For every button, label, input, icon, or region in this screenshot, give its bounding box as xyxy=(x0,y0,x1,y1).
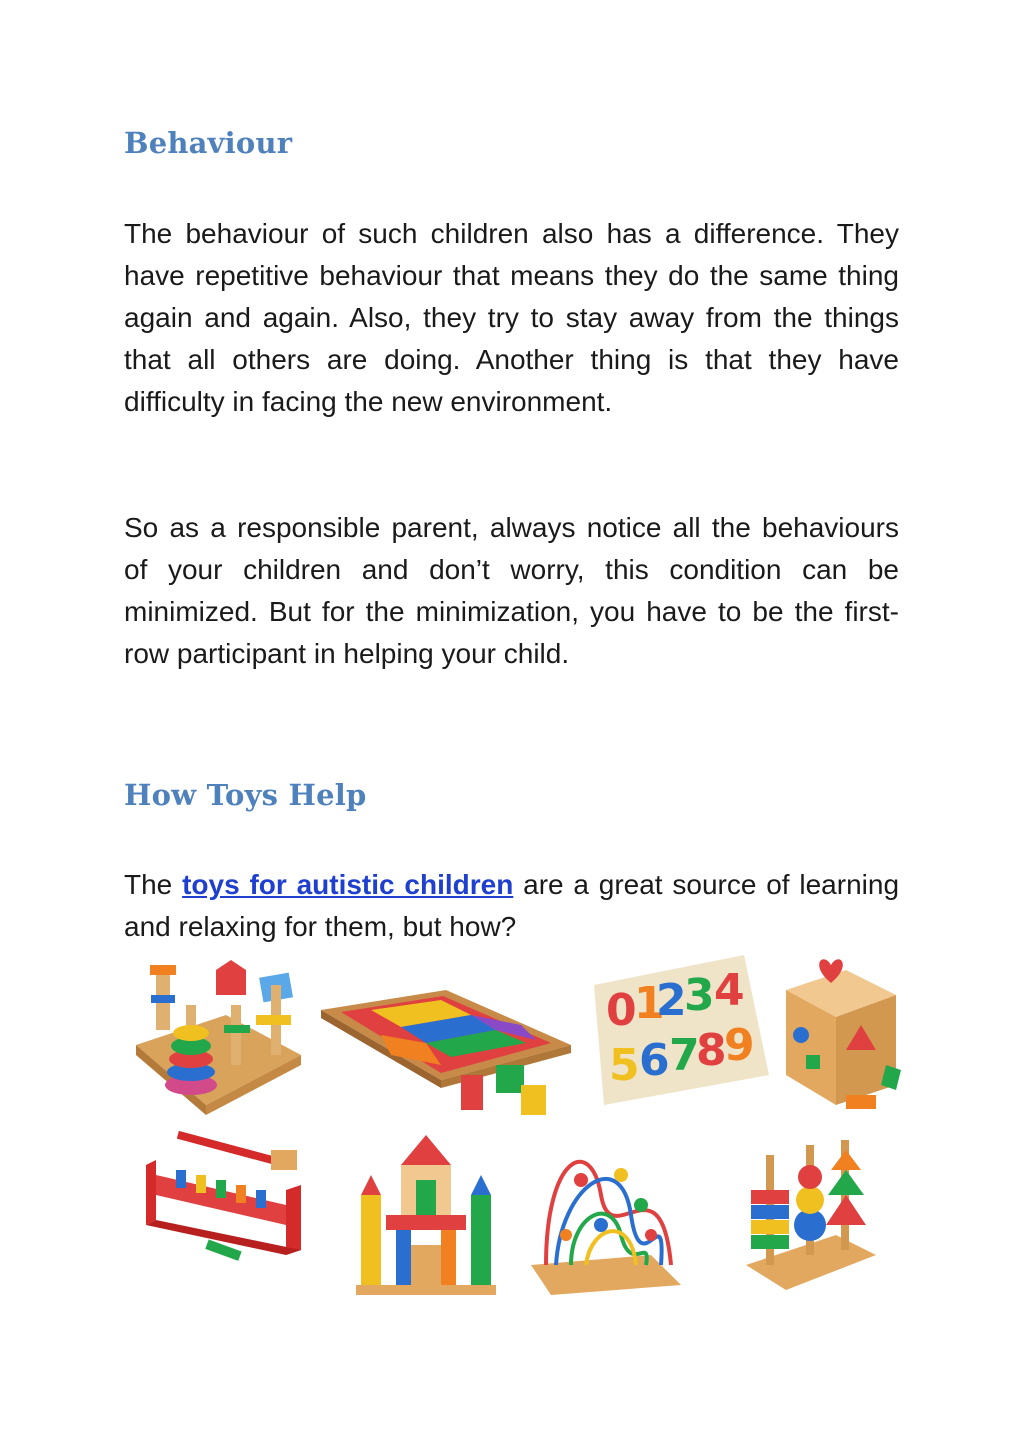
section-heading-how-toys-help: How Toys Help xyxy=(124,778,367,812)
svg-text:4: 4 xyxy=(714,965,745,1016)
block-castle-toy xyxy=(356,1135,496,1295)
svg-text:8: 8 xyxy=(696,1025,727,1076)
svg-text:9: 9 xyxy=(724,1020,755,1071)
number-puzzle-toy xyxy=(594,955,769,1105)
shape-stacker-toy xyxy=(746,1140,876,1290)
paragraph-toys-intro xyxy=(124,864,899,948)
svg-text:1: 1 xyxy=(634,978,665,1029)
peg-stacker-toy xyxy=(136,960,301,1115)
toys-collage-image xyxy=(136,955,902,1300)
svg-text:2: 2 xyxy=(656,975,687,1026)
svg-text:5: 5 xyxy=(609,1040,640,1091)
svg-text:0: 0 xyxy=(606,985,637,1036)
svg-text:6: 6 xyxy=(639,1035,670,1086)
pound-a-peg-toy xyxy=(146,1131,301,1261)
intro-text-before: The xyxy=(124,869,183,900)
toys-link[interactable]: toys for autistic children xyxy=(182,869,514,900)
svg-text:7: 7 xyxy=(669,1030,700,1081)
section-heading-behaviour: Behaviour xyxy=(124,126,293,160)
bead-maze-toy xyxy=(531,1162,681,1295)
paragraph-behaviour-2: So as a responsible parent, always notice all the behaviours of your children and don’t worry, this condition can be minimized. But for the minimization, you have to be the first-row participant in helping your child. xyxy=(124,512,899,669)
paragraph-behaviour-1: The behaviour of such children also has a difference. They have repetitive behaviour that means they do the same thing again and again. Also, they try to stay away from the things that all others are doing. Another thing is that they have difficulty in facing the new environment. xyxy=(124,218,899,417)
tetris-puzzle-toy xyxy=(321,990,571,1115)
svg-text:3: 3 xyxy=(684,970,715,1021)
shape-sorter-toy xyxy=(786,959,901,1109)
intro-text-after: are a great source of learning and relaxing for them, but how? xyxy=(124,869,900,942)
